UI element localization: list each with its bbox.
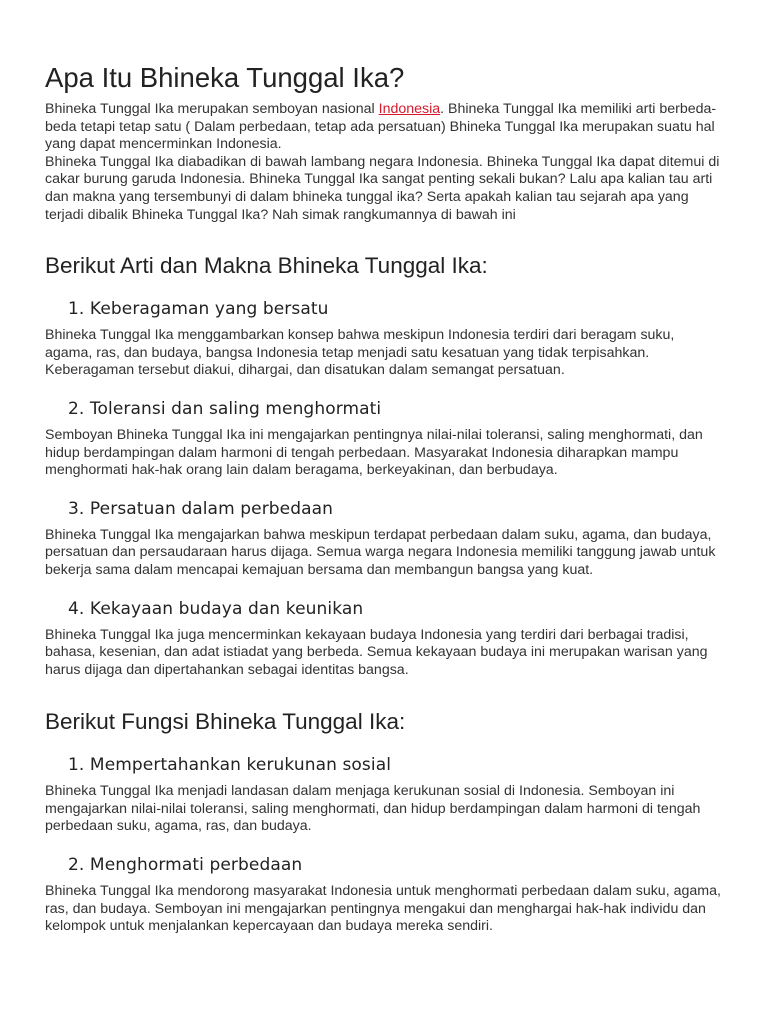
meaning-item-body: Bhineka Tunggal Ika mengajarkan bahwa meskipun terdapat perbedaan dalam suku, agama, dan budaya, persatuan dan persaudaraan harus dijaga. Semua warga negara Indonesia memiliki tanggung jawab untuk bekerja sama dalam mencapai kemajuan bersama dan membangun bangsa yang kuat. xyxy=(45,526,716,578)
section-meaning-title: Berikut Arti dan Makna Bhineka Tunggal Ika: xyxy=(45,253,488,279)
intro-text-start: Bhineka Tunggal Ika merupakan semboyan nasional xyxy=(45,101,379,117)
meaning-item-heading: 2. Toleransi dan saling menghormati xyxy=(68,398,382,419)
meaning-item-body: Bhineka Tunggal Ika juga mencerminkan kekayaan budaya Indonesia yang terdiri dari berbagai tradisi, bahasa, kesenian, dan adat istiadat yang berbeda. Semua kekayaan budaya ini merupakan warisan yang harus dijaga dan dipertahankan sebagai identitas bangsa. xyxy=(45,626,708,678)
function-item-body: Bhineka Tunggal Ika menjadi landasan dalam menjaga kerukunan sosial di Indonesia. Semboyan ini mengajarkan nilai-nilai toleransi, saling menghormati, dan hidup berdampingan dalam harmoni di tengah perbedaan suku, agama, ras, dan budaya. xyxy=(45,783,701,835)
function-item-heading: 1. Mempertahankan kerukunan sosial xyxy=(68,755,392,776)
meaning-item xyxy=(45,398,725,480)
section-function-title: Berikut Fungsi Bhineka Tunggal Ika: xyxy=(45,709,406,735)
meaning-item-heading: 1. Keberagaman yang bersatu xyxy=(68,299,329,320)
function-item-heading: 2. Menghormati perbedaan xyxy=(68,855,303,876)
article xyxy=(45,62,725,936)
meaning-item-heading: 3. Persatuan dalam perbedaan xyxy=(68,498,334,519)
function-item-body: Bhineka Tunggal Ika mendorong masyarakat Indonesia untuk menghormati perbedaan dalam suku, agama, ras, dan budaya. Semboyan ini mengajarkan pentingnya mengakui dan menghargai hak-hak individu dan kelompok untuk menjalankan kepercayaan dan budaya mereka sendiri. xyxy=(45,883,721,935)
function-item xyxy=(45,754,725,836)
indonesia-link[interactable]: Indonesia xyxy=(378,101,441,117)
function-item xyxy=(45,854,725,936)
page-title: Apa Itu Bhineka Tunggal Ika? xyxy=(45,62,405,93)
meaning-item xyxy=(45,598,725,680)
intro-paragraph xyxy=(45,101,725,154)
meaning-item-body: Bhineka Tunggal Ika menggambarkan konsep bahwa meskipun Indonesia terdiri dari beragam suku, agama, ras, dan budaya, bangsa Indonesia tetap menjadi satu kesatuan yang tidak terpisahkan. Keberagaman tersebut diakui, dihargai, dan disatukan dalam semangat persatuan. xyxy=(45,327,675,379)
intro-text-end: . Bhineka Tunggal Ika memiliki arti berbeda-beda tetapi tetap satu ( Dalam perbedaan, tetap ada persatuan) Bhineka Tunggal Ika merupakan suatu hal yang dapat mencerminkan Indonesia. xyxy=(45,101,717,153)
meaning-item-heading: 4. Kekayaan budaya dan keunikan xyxy=(68,598,364,619)
intro-paragraph-2: Bhineka Tunggal Ika diabadikan di bawah lambang negara Indonesia. Bhineka Tunggal Ika dapat ditemui di cakar burung garuda Indonesia. Bhineka Tunggal Ika sangat penting sekali bukan? Lalu apa kalian tau arti dan makna yang tersembunyi di dalam bhineka tunggal ika? Serta apakah kalian tau sejarah apa yang terjadi dibalik Bhineka Tunggal Ika? Nah simak rangkumannya di bawah ini xyxy=(45,153,720,223)
meaning-item-body: Semboyan Bhineka Tunggal Ika ini mengajarkan pentingnya nilai-nilai toleransi, saling menghormati, dan hidup berdampingan dalam harmoni di tengah perbedaan. Masyarakat Indonesia diharapkan mampu menghormati hak-hak orang lain dalam beragama, berkeyakinan, dan berbudaya. xyxy=(45,426,703,479)
meaning-item xyxy=(45,298,725,380)
meaning-item xyxy=(45,498,725,580)
